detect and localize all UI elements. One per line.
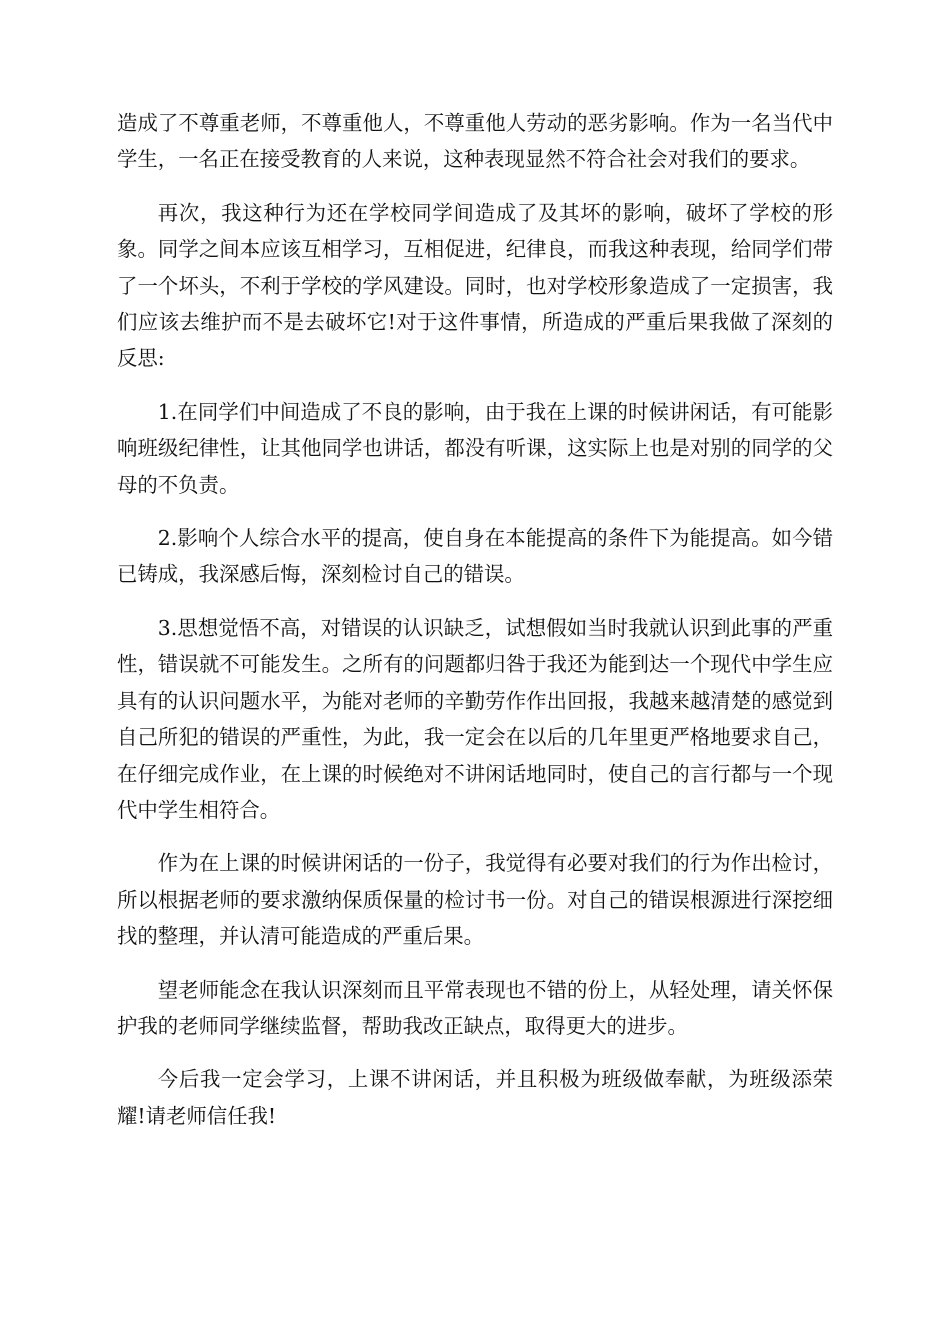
- paragraph-school-impact: 再次，我这种行为还在学校同学间造成了及其坏的影响，破坏了学校的形象。同学之间本应该互相学习，互相促进，纪律良，而我这种表现，给同学们带了一个坏头，不利于学校的学风建设。同时，也对学校形象造成了一定损害，我们应该去维护而不是去破坏它!对于这件事情，所造成的严重后果我做了深刻的反思:: [117, 200, 833, 371]
- paragraph-point-2: 2.影响个人综合水平的提高，使自身在本能提高的条件下为能提高。如今错已铸成，我深感后悔，深刻检讨自己的错误。: [117, 526, 833, 587]
- paragraph-continuation: 造成了不尊重老师，不尊重他人，不尊重他人劳动的恶劣影响。作为一名当代中学生，一名正在接受教育的人来说，这种表现显然不符合社会对我们的要求。: [117, 111, 833, 172]
- paragraph-request: 望老师能念在我认识深刻而且平常表现也不错的份上，从轻处理，请关怀保护我的老师同学继续监督，帮助我改正缺点，取得更大的进步。: [117, 977, 833, 1038]
- paragraph-self-review: 作为在上课的时候讲闲话的一份子，我觉得有必要对我们的行为作出检讨，所以根据老师的要求激纳保质保量的检讨书一份。对自己的错误根源进行深挖细找的整理，并认清可能造成的严重后果。: [117, 851, 833, 949]
- paragraph-point-3: 3.思想觉悟不高，对错误的认识缺乏，试想假如当时我就认识到此事的严重性，错误就不可能发生。之所有的问题都归咎于我还为能到达一个现代中学生应具有的认识问题水平，为能对老师的辛勤劳作作出回报，我越来越清楚的感觉到自己所犯的错误的严重性，为此，我一定会在以后的几年里更严格地要求自己，在仔细完成作业，在上课的时候绝对不讲闲话地同时，使自己的言行都与一个现代中学生相符合。: [117, 615, 833, 822]
- paragraph-point-1: 1.在同学们中间造成了不良的影响，由于我在上课的时候讲闲话，有可能影响班级纪律性，让其他同学也讲话，都没有听课，这实际上也是对别的同学的父母的不负责。: [117, 399, 833, 497]
- document-page: [117, 105, 833, 1151]
- paragraph-promise: 今后我一定会学习，上课不讲闲话，并且积极为班级做奉献，为班级添荣耀!请老师信任我!: [117, 1067, 833, 1128]
